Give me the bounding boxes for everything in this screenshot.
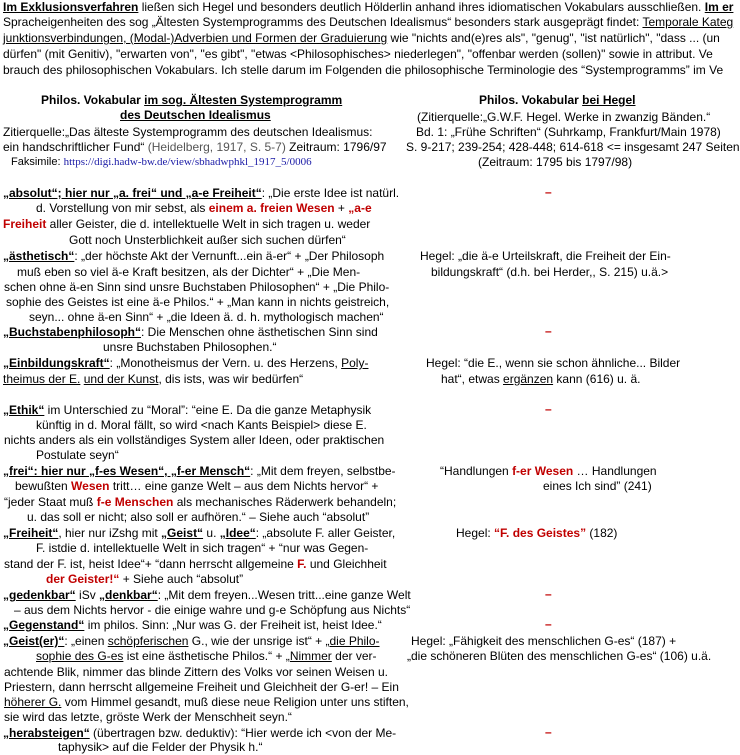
right-citation-2: Bd. 1: „Frühe Schriften“ (Suhrkamp, Frankfurt/Main 1978): [416, 125, 721, 139]
entry-einbildung-line-1: [3, 355, 368, 371]
entry-text: : „Monotheismus der Vern. u. des Herzens,: [109, 356, 342, 370]
intro-line-4: dürfen" (mit Genitiv), "erwarten von", "es gibt", "etwas <Philosophisches> niederlegen", "offenbar werden (sollen)" sowie in attribut. Ve: [3, 47, 713, 61]
term-absolut: „absolut“; hier nur „a. frei“ und „a-e Freiheit“: [3, 186, 262, 200]
intro-underlined: junktionsverbindungen, (Modal-)Adverbien und Formen der Graduierung: [3, 31, 388, 45]
entry-geist-line-3: achtende Blik, nimmer das blinde Zittern des Volks vor seinen Weisen u.: [4, 665, 388, 679]
highlight-red: F.: [297, 557, 307, 571]
faksimile-line: [11, 154, 312, 170]
hegel-freiheit: [456, 525, 617, 541]
intro-line-5: brauch des philosophischen Vokabulars. Ich stelle darum im Folgenden die philosophische Terminologie des “Systemprogramms” im Ve: [3, 63, 724, 77]
highlight-red: “F. des Geistes”: [494, 526, 587, 540]
entry-aesthetisch-line-3: schen ohne ä-en Sinn sind unsre Buchstaben Philosophen“ + „Die Philo-: [4, 280, 390, 294]
hegel-text: (182): [586, 526, 618, 540]
entry-text: : „absolute F. aller Geister,: [255, 526, 396, 540]
entry-text: im philos. Sinn: „Nur was G. der Freiheit ist, heist Idee.“: [84, 618, 382, 632]
entry-text: und Gleichheit: [306, 557, 387, 571]
highlight-red: einem a. freien Wesen: [208, 201, 335, 215]
faksimile-link[interactable]: https://digi.hadw-bw.de/view/sbhadwphkl_1917_5/0006: [63, 156, 312, 168]
entry-text: , dis ists, was wir bedürfen“: [158, 372, 304, 386]
entry-buchstaben-line-1: [3, 324, 378, 340]
entry-buchstaben-line-2: unsre Buchstaben Philosophen.“: [103, 340, 277, 354]
hegel-geist-1: Hegel: „Fähigkeit des menschlichen G-es“ (187) +: [411, 634, 677, 648]
intro-term: Im er: [704, 0, 734, 14]
hegel-frei-2: eines Ich sind” (241): [543, 479, 652, 493]
entry-aesthetisch-line-1: [3, 248, 384, 264]
entry-freiheit-line-1: [3, 525, 395, 541]
entry-text: : „Mit dem freyen, selbstbe-: [250, 464, 396, 478]
entry-text: : Die Menschen ohne ästhetischen Sinn sind: [141, 325, 378, 339]
entry-geist-line-1: [3, 633, 380, 649]
entry-text: u.: [203, 526, 220, 540]
entry-underlined: sophie des G-es: [36, 649, 124, 663]
highlight-red: f-er Wesen: [512, 464, 574, 478]
entry-aesthetisch-line-4: sophie des Geistes ist eine ä-e Philos.“ + „Man kann in nichts geistreich,: [6, 295, 390, 309]
entry-text: “jeder Staat muß: [4, 495, 97, 509]
citation-text: ein handschriftlicher Fund“: [3, 140, 148, 154]
intro-text: wie "nichts and(e)res als", "genug", "ist natürlich", "dass ... (un: [387, 31, 720, 45]
entry-gegenstand-line-1: [3, 617, 382, 633]
highlight-red: Freiheit: [3, 217, 47, 231]
heading-text: Philos. Vokabular: [479, 93, 583, 107]
entry-frei-line-2: [15, 478, 378, 494]
entry-underlined: die Philo-: [329, 634, 380, 648]
hegel-absent-dash: –: [545, 725, 552, 739]
term-geist-er: „Geist(er)“: [3, 634, 65, 648]
hegel-absent-dash: –: [545, 324, 552, 338]
left-citation-2: [3, 139, 387, 155]
entry-frei-line-4: u. das soll er nicht; also soll er aufhören.“ – Siehe auch “absolut”: [27, 510, 370, 524]
entry-underlined: und der Kunst: [83, 372, 159, 386]
entry-text: G., wie der unsrige ist“ + „: [188, 634, 330, 648]
term-herabsteigen: „herabsteigen“: [3, 726, 90, 740]
hegel-geist-2: „die schöneren Blüten des menschlichen G-es“ (106) u.ä.: [407, 649, 712, 663]
entry-underlined: theimus der E.: [3, 372, 81, 386]
intro-line-2: [3, 14, 733, 30]
entry-underlined: höherer G.: [4, 695, 62, 709]
highlight-red: der Geister!“: [46, 572, 120, 586]
hegel-text: … Handlungen: [573, 464, 657, 478]
entry-text: der ver-: [331, 649, 377, 663]
intro-text: ließen sich Hegel und besonders deutlich Hölderlin anhand ihres idiomatischen Vokabulars ausschließen.: [138, 0, 702, 14]
hegel-frei-1: [440, 463, 657, 479]
entry-aesthetisch-line-2: muß eben so viel ä-e Kraft besitzen, als der Dichter“ + „Die Men-: [17, 265, 361, 279]
term-aesthetisch: „ästhetisch“: [3, 249, 75, 263]
citation-source: (Heidelberg, 1917, S. 5-7): [147, 140, 286, 154]
intro-line-3: [3, 30, 720, 46]
entry-freiheit-line-4: [46, 571, 243, 587]
hegel-einbildung-2: [441, 371, 640, 387]
intro-text: Spracheigenheiten des sog „Ältesten Systemprogramms des Deutschen Idealismus“ besonders stark ausgeprägt findet:: [3, 15, 643, 29]
entry-underlined: Nimmer: [289, 649, 332, 663]
term-einbildung: „Einbildungskraft“: [3, 356, 110, 370]
entry-absolut-line-2: [36, 200, 372, 216]
hegel-text: Hegel:: [456, 526, 495, 540]
entry-text: stand der F. ist, heist Idee“+ “dann herrscht allgemeine: [4, 557, 298, 571]
entry-text: iSv: [75, 588, 100, 602]
left-citation-1: Zitierquelle:„Das älteste Systemprogramm des deutschen Idealismus:: [3, 125, 373, 139]
entry-text: aller Geister, die d. intellektuelle Welt in sich tragen u. weder: [46, 217, 371, 231]
heading-underlined: bei Hegel: [582, 93, 636, 107]
entry-text: + Siehe auch “absolut”: [119, 572, 244, 586]
entry-text: +: [334, 201, 349, 215]
term-ethik: „Ethik“: [3, 403, 45, 417]
term-denkbar: „denkbar“: [99, 588, 158, 602]
left-column-heading: [41, 92, 342, 108]
left-column-heading-2: des Deutschen Idealismus: [120, 108, 271, 122]
highlight-red: f-e Menschen: [96, 495, 174, 509]
hegel-absent-dash: –: [545, 185, 552, 199]
entry-text: bewußten: [15, 479, 72, 493]
entry-ethik-line-1: [3, 402, 371, 418]
right-citation-1: (Zitierquelle:„G.W.F. Hegel. Werke in zwanzig Bänden.“: [417, 110, 711, 124]
entry-ethik-line-3: nichts anders als ein vollständiges System aller Ideen, oder praktischen: [4, 433, 385, 447]
entry-underlined: Poly-: [341, 356, 369, 370]
entry-frei-line-3: [4, 494, 396, 510]
entry-text: : „Die erste Idee ist natürl.: [261, 186, 400, 200]
entry-geist-line-5: [4, 694, 409, 710]
term-frei: „frei“: hier nur „f-es Wesen“, „f-er Mensch“: [3, 464, 251, 478]
entry-freiheit-line-2: F. istdie d. intellektuelle Welt in sich tragen“ + “nur was Gegen-: [36, 541, 369, 555]
entry-herabsteigen-line-2: taphysik> auf die Felder der Physik h.“: [58, 740, 263, 754]
entry-text: (übertragen bzw. deduktiv): “Hier werde ich <von der Me-: [89, 726, 397, 740]
entry-text: d. Vorstellung von mir sebst, als: [36, 201, 209, 215]
heading-underlined: im sog. Ältesten Systemprogramm: [144, 93, 343, 107]
intro-term: Im Exklusionsverfahren: [3, 0, 139, 14]
hegel-absent-dash: –: [545, 587, 552, 601]
entry-ethik-line-2: künftig in d. Moral fällt, so wird <nach Kants Beispiel> diese E.: [36, 418, 367, 432]
hegel-absent-dash: –: [545, 402, 552, 416]
term-geist: „Geist“: [161, 526, 204, 540]
entry-geist-line-4: Priestern, dann herrscht allgemeine Freiheit und Gleichheit der G-er! – Ein: [4, 680, 399, 694]
hegel-absent-dash: –: [545, 617, 552, 631]
entry-text: als mechanisches Räderwerk behandeln;: [173, 495, 397, 509]
right-citation-3: S. 9-217; 239-254; 428-448; 614-618 <= insgesamt 247 Seiten: [406, 140, 740, 154]
entry-text: : „einen: [64, 634, 108, 648]
entry-geist-line-2: [36, 648, 377, 664]
entry-underlined: schöpferischen: [107, 634, 189, 648]
entry-einbildung-line-2: [3, 371, 303, 387]
entry-freiheit-line-3: [4, 556, 387, 572]
term-buchstaben: „Buchstabenphilosoph“: [3, 325, 141, 339]
highlight-red: Wesen: [71, 479, 110, 493]
entry-absolut-line-4: Gott noch Unsterblichkeit außer sich suchen dürfen“: [69, 233, 346, 247]
hegel-underlined: ergänzen: [503, 372, 554, 386]
entry-gedenkbar-line-2: – aus dem Nichts hervor - die einige wahre und g-e Schöpfung aus Nichts“: [14, 603, 411, 617]
entry-text: : „Mit dem freyen...Wesen tritt...eine ganze Welt: [157, 588, 411, 602]
entry-text: tritt… eine ganze Welt – aus dem Nichts hervor“ +: [109, 479, 379, 493]
entry-ethik-line-4: Postulate seyn“: [36, 448, 119, 462]
term-freiheit: „Freiheit“: [3, 526, 59, 540]
citation-period: Zeitraum: 1796/97: [285, 140, 387, 154]
hegel-text: kann (616) u. ä.: [553, 372, 641, 386]
intro-line-1: [3, 0, 733, 15]
faksimile-label: Faksimile:: [11, 156, 61, 168]
entry-gedenkbar-line-1: [3, 587, 411, 603]
hegel-text: “Handlungen: [440, 464, 513, 478]
hegel-text: hat“, etwas: [441, 372, 504, 386]
right-citation-4: (Zeitraum: 1795 bis 1797/98): [478, 155, 633, 169]
entry-frei-line-1: [3, 463, 396, 479]
intro-underlined: Temporale Kateg: [642, 15, 734, 29]
right-column-heading: [479, 92, 636, 108]
entry-text: ist eine ästhetische Philos.“ + „: [123, 649, 290, 663]
entry-geist-line-6: sie wird das letzte, gröste Werk der Menschheit seyn.“: [4, 710, 292, 724]
term-gedenkbar: „gedenkbar“: [3, 588, 76, 602]
entry-text: , hier nur iZshg mit: [58, 526, 162, 540]
hegel-einbildung-1: Hegel: “die E., wenn sie schon ähnliche... Bilder: [426, 356, 681, 370]
highlight-red: „a-e: [348, 201, 372, 215]
entry-aesthetisch-line-5: seyn... ohne ä-en Sinn“ + „die Ideen ä. d. h. mythologisch machen“: [29, 310, 384, 324]
entry-text: vom Himmel gesandt, muß diese neue Religion unter uns stiften,: [61, 695, 409, 709]
entry-absolut-line-1: [3, 185, 399, 201]
hegel-aesthetisch-2: bildungskraft“ (d.h. bei Herder,, S. 215) u.ä.>: [431, 265, 669, 279]
entry-text: im Unterschied zu “Moral”: “eine E. Da die ganze Metaphysik: [44, 403, 372, 417]
hegel-aesthetisch-1: Hegel: „die ä-e Urteilskraft, die Freiheit der Ein-: [420, 249, 671, 263]
term-gegenstand: „Gegenstand“: [3, 618, 85, 632]
term-idee: „Idee“: [219, 526, 256, 540]
heading-text: Philos. Vokabular: [41, 93, 145, 107]
entry-absolut-line-3: [3, 216, 370, 232]
entry-text: : „der höchste Akt der Vernunft...ein ä-er“ + „Der Philosoph: [74, 249, 385, 263]
